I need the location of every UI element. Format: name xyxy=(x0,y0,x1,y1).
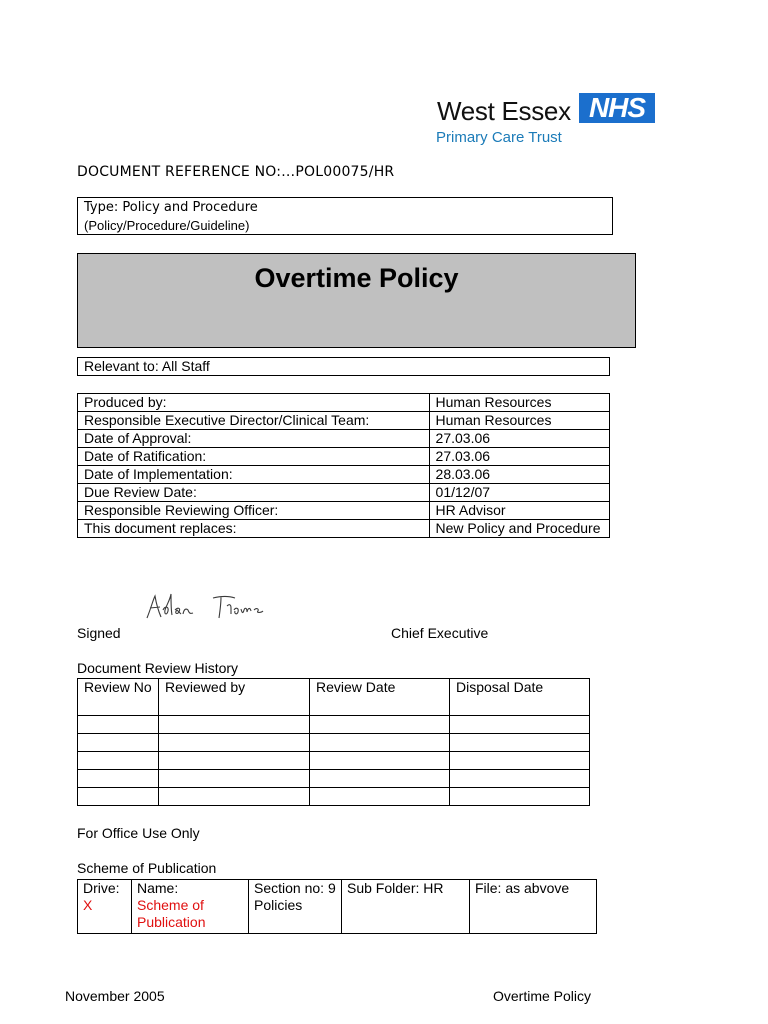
table-cell xyxy=(310,716,450,734)
table-cell xyxy=(450,716,590,734)
meta-value: 28.03.06 xyxy=(429,466,609,484)
meta-label: Produced by: xyxy=(78,394,430,412)
drive-cell xyxy=(78,880,132,934)
name-label: Name: xyxy=(137,880,179,896)
table-cell xyxy=(78,770,159,788)
signature-image xyxy=(143,590,273,622)
table-row xyxy=(78,880,597,934)
meta-label: Responsible Reviewing Officer: xyxy=(78,502,430,520)
table-cell xyxy=(310,788,450,806)
meta-label: Date of Ratification: xyxy=(78,448,430,466)
table-row xyxy=(78,520,610,538)
document-metadata-table xyxy=(77,393,610,538)
table-cell xyxy=(450,770,590,788)
org-name: West Essex xyxy=(437,96,571,126)
drive-value: X xyxy=(83,897,93,913)
table-cell xyxy=(159,752,310,770)
table-row xyxy=(78,466,610,484)
table-row xyxy=(78,716,590,734)
table-row xyxy=(78,788,590,806)
document-type: Type: Policy and Procedure xyxy=(84,200,258,215)
table-row xyxy=(78,752,590,770)
table-cell xyxy=(310,770,450,788)
meta-label: This document replaces: xyxy=(78,520,430,538)
table-cell xyxy=(310,752,450,770)
review-history-header-row xyxy=(78,679,590,716)
review-history-table xyxy=(77,678,590,806)
meta-label: Date of Implementation: xyxy=(78,466,430,484)
page-title: Overtime Policy xyxy=(254,263,459,293)
meta-value: New Policy and Procedure xyxy=(429,520,609,538)
subfolder-cell: Sub Folder: HR xyxy=(342,880,470,934)
meta-value: 27.03.06 xyxy=(429,448,609,466)
header-reviewed-by: Reviewed by xyxy=(159,679,310,716)
meta-value: HR Advisor xyxy=(429,502,609,520)
signatory-role: Chief Executive xyxy=(391,625,489,641)
relevant-to: Relevant to: All Staff xyxy=(77,357,610,376)
table-cell xyxy=(78,734,159,752)
meta-label: Date of Approval: xyxy=(78,430,430,448)
meta-label: Due Review Date: xyxy=(78,484,430,502)
table-row xyxy=(78,412,610,430)
table-cell xyxy=(450,734,590,752)
table-cell xyxy=(159,716,310,734)
meta-value: 01/12/07 xyxy=(429,484,609,502)
footer-title: Overtime Policy xyxy=(493,988,592,1004)
table-row xyxy=(78,394,610,412)
table-row xyxy=(78,448,610,466)
footer-date: November 2005 xyxy=(65,988,165,1004)
document-type-box xyxy=(77,197,613,235)
meta-value: 27.03.06 xyxy=(429,430,609,448)
org-subtitle: Primary Care Trust xyxy=(436,129,562,146)
meta-label: Responsible Executive Director/Clinical Team: xyxy=(78,412,430,430)
table-cell xyxy=(78,752,159,770)
table-row xyxy=(78,430,610,448)
meta-value: Human Resources xyxy=(429,412,609,430)
table-cell xyxy=(78,788,159,806)
document-type-options: (Policy/Procedure/Guideline) xyxy=(84,218,250,233)
table-cell xyxy=(450,752,590,770)
header-review-date: Review Date xyxy=(310,679,450,716)
table-row xyxy=(78,502,610,520)
name-cell xyxy=(132,880,249,934)
meta-value: Human Resources xyxy=(429,394,609,412)
document-reference: DOCUMENT REFERENCE NO:…POL00075/HR xyxy=(77,164,395,180)
table-row xyxy=(78,484,610,502)
table-cell xyxy=(310,734,450,752)
header-disposal-date: Disposal Date xyxy=(450,679,590,716)
header-review-no: Review No xyxy=(78,679,159,716)
title-box xyxy=(77,253,636,348)
file-cell: File: as abvove xyxy=(470,880,597,934)
table-row xyxy=(78,734,590,752)
table-cell xyxy=(159,788,310,806)
table-cell xyxy=(450,788,590,806)
table-cell xyxy=(159,734,310,752)
name-value: Scheme of Publication xyxy=(137,897,206,930)
scheme-of-publication-table xyxy=(77,879,597,934)
signed-label: Signed xyxy=(77,625,121,641)
table-cell xyxy=(159,770,310,788)
table-row xyxy=(78,770,590,788)
scheme-title: Scheme of Publication xyxy=(77,860,217,876)
nhs-logo: NHS xyxy=(579,93,655,123)
review-history-title: Document Review History xyxy=(77,660,239,676)
section-cell: Section no: 9 Policies xyxy=(249,880,342,934)
office-use-label: For Office Use Only xyxy=(77,825,200,841)
drive-label: Drive: xyxy=(83,880,120,896)
table-cell xyxy=(78,716,159,734)
